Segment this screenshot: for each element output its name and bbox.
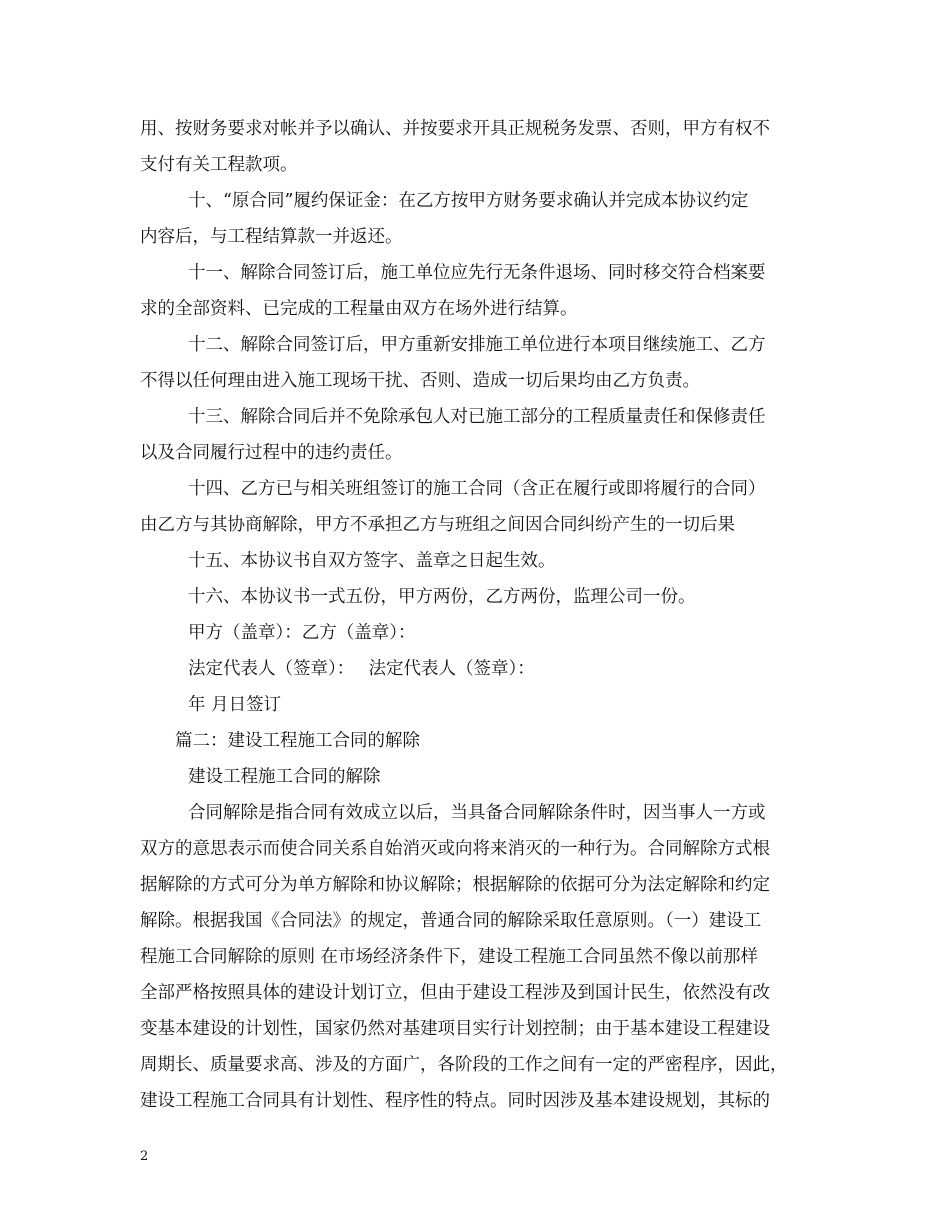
text-line: 据解除的方式可分为单方解除和协议解除；根据解除的依据可分为法定解除和约定 (140, 875, 770, 895)
section-title: 建设工程施工合同的解除 (188, 767, 381, 787)
text-line: 求的全部资料、已完成的工程量由双方在场外进行结算。 (140, 299, 578, 319)
section-heading: 篇二：建设工程施工合同的解除 (175, 731, 420, 751)
text-line: 十二、解除合同签订后，甲方重新安排施工单位进行本项目继续施工、乙方 (188, 335, 766, 355)
text-line: 十六、本协议书一式五份，甲方两份，乙方两份，监理公司一份。 (188, 587, 696, 607)
date-line: 年 月日签订 (188, 695, 282, 715)
text-line: 支付有关工程款项。 (140, 155, 298, 175)
signature-line: 甲方（盖章）：乙方（盖章）： (188, 623, 416, 643)
text-line: 建设工程施工合同具有计划性、程序性的特点。同时因涉及基本建设规划，其标的 (140, 1091, 770, 1111)
text-line: 由乙方与其协商解除，甲方不承担乙方与班组之间因合同纠纷产生的一切后果 (140, 515, 735, 535)
text-line: 变基本建设的计划性，国家仍然对基建项目实行计划控制；由于基本建设工程建设 (140, 1019, 770, 1039)
text-line: 以及合同履行过程中的违约责任。 (140, 443, 403, 463)
text-line: 内容后，与工程结算款一并返还。 (140, 227, 403, 247)
page-number: 2 (140, 1149, 149, 1164)
text-line: 周期长、质量要求高、涉及的方面广，各阶段的工作之间有一定的严密程序，因此， (140, 1055, 788, 1075)
text-line: 用、按财务要求对帐并予以确认、并按要求开具正规税务发票、否则，甲方有权不 (140, 119, 770, 139)
text-line: 解除。根据我国《合同法》的规定，普通合同的解除采取任意原则。（一）建设工 (140, 911, 762, 931)
text-line: 十、“原合同”履约保证金：在乙方按甲方财务要求确认并完成本协议约定 (188, 191, 749, 211)
text-line: 十五、本协议书自双方签字、盖章之日起生效。 (188, 551, 556, 571)
text-line: 双方的意思表示而使合同关系自始消灭或向将来消灭的一种行为。合同解除方式根 (140, 839, 770, 859)
text-line: 十一、解除合同签订后，施工单位应先行无条件退场、同时移交符合档案要 (188, 263, 766, 283)
text-line: 程施工合同解除的原则 在市场经济条件下，建设工程施工合同虽然不像以前那样 (140, 947, 759, 967)
signature-line: 法定代表人（签章）： 法定代表人（签章）： (188, 659, 535, 679)
text-line: 十四、乙方已与相关班组签订的施工合同（含正在履行或即将履行的合同） (188, 479, 766, 499)
text-line: 全部严格按照具体的建设计划订立，但由于建设工程涉及到国计民生，依然没有改 (140, 983, 770, 1003)
text-line: 十三、解除合同后并不免除承包人对已施工部分的工程质量责任和保修责任 (188, 407, 766, 427)
text-line: 不得以任何理由进入施工现场干扰、否则、造成一切后果均由乙方负责。 (140, 371, 700, 391)
text-line: 合同解除是指合同有效成立以后，当具备合同解除条件时，因当事人一方或 (188, 803, 766, 823)
